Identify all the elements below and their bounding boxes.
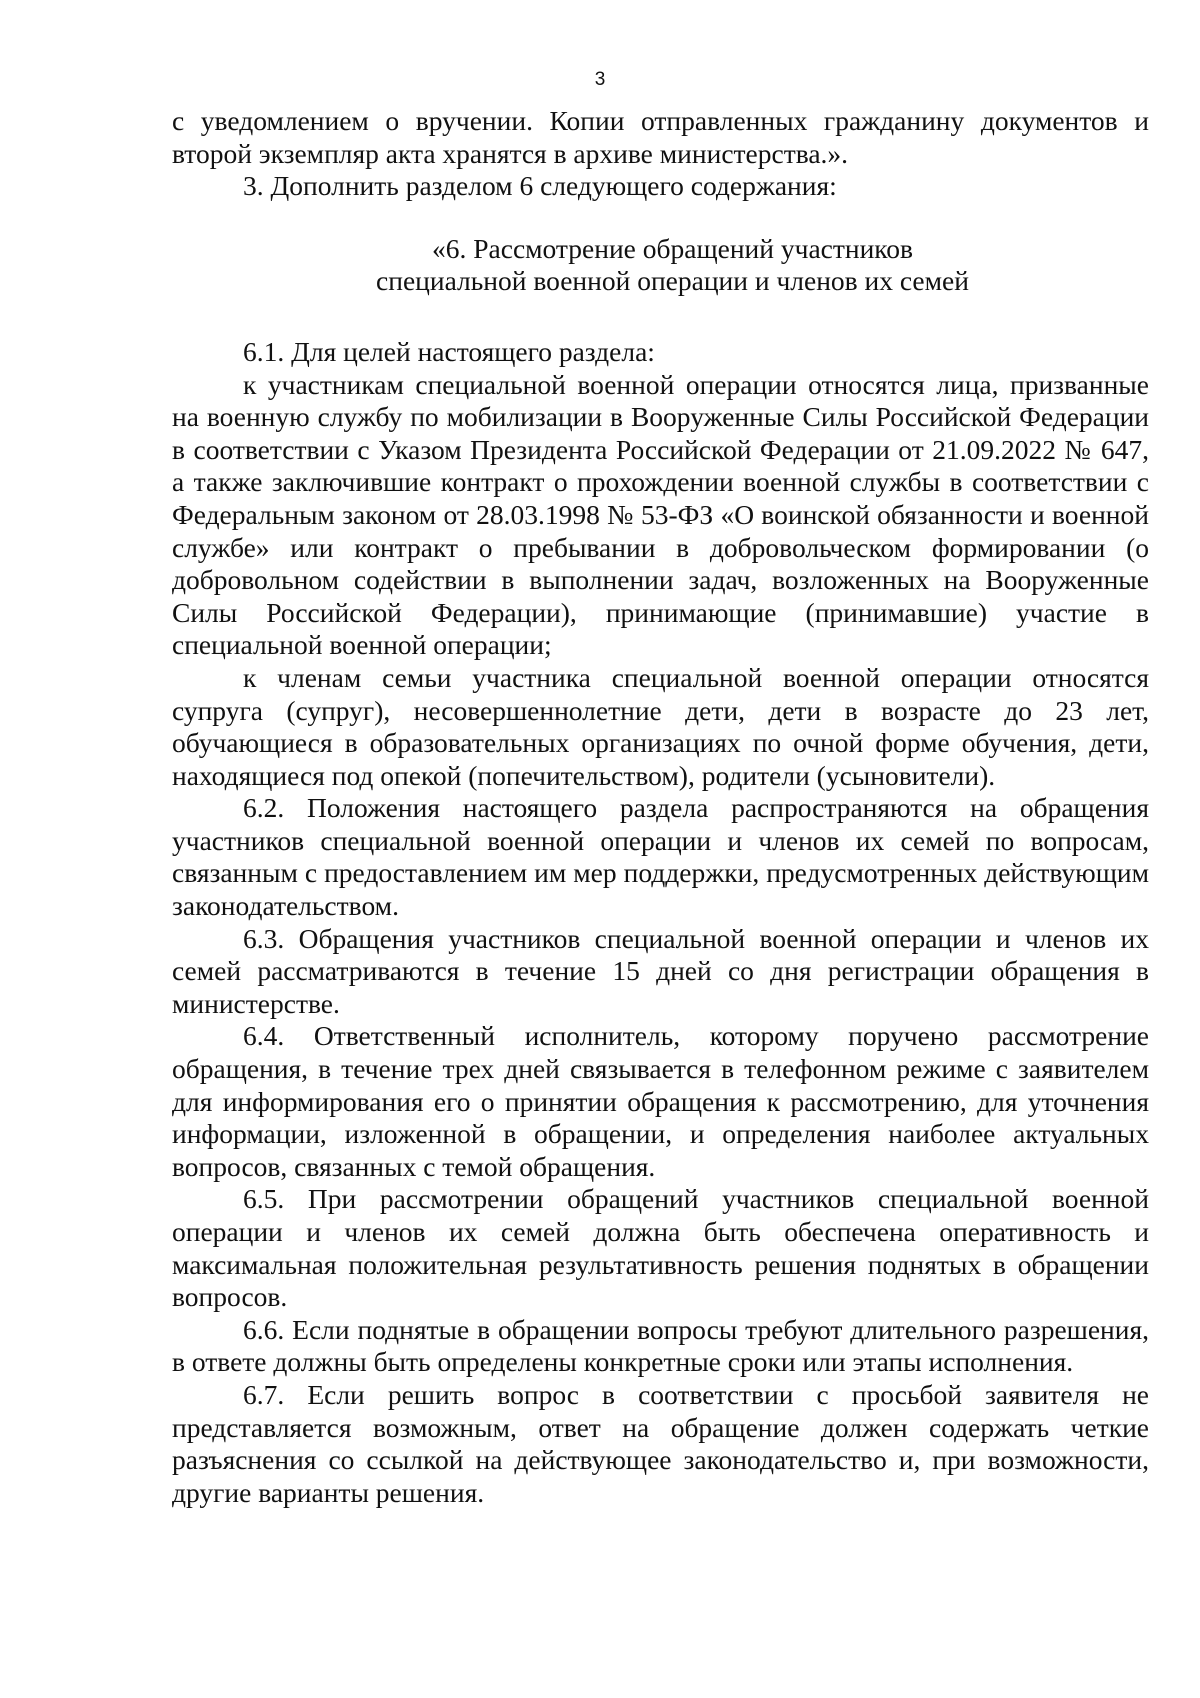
- paragraph-6-3: 6.3. Обращения участников специальной военной операции и членов их семей рассматриваются в течение 15 дней со дня регистрации обращения в министерстве.: [172, 922, 1149, 1019]
- section-heading-line-2: специальной военной операции и членов их семей: [376, 265, 969, 297]
- paragraph-6-1-family-members: к членам семьи участника специальной военной операции относятся супруга (супруг), несовершеннолетние дети, дети в возрасте до 23 лет, обучающиеся в образовательных организациях по очной форме обучения, дети, находящиеся под опекой (попечительством), родители (усыновители).: [172, 661, 1149, 791]
- paragraph-6-5: 6.5. При рассмотрении обращений участников специальной военной операции и членов их семей должна быть обеспечена оперативность и максимальная положительная результативность решения поднятых в обращении вопросов.: [172, 1183, 1149, 1313]
- paragraph-6-2: 6.2. Положения настоящего раздела распространяются на обращения участников специальной военной операции и членов их семей по вопросам, связанным с предоставлением им мер поддержки, предусмотренных действующим законодательством.: [172, 792, 1149, 922]
- paragraph-6-1-participants: к участникам специальной военной операции относятся лица, призванные на военную службу по мобилизации в Вооруженные Силы Российской Федерации в соответствии с Указом Президента Российской Федерации от 21.09.2022 № 647, а также заключившие контракт о прохождении военной службы в соответствии с Федеральным законом от 28.03.1998 № 53-ФЗ «О воинской обязанности и военной службе» или контракт о пребывании в добровольческом формировании (о добровольном содействии в выполнении задач, возложенных на Вооруженные Силы Российской Федерации), принимающие (принимавшие) участие в специальной военной операции;: [172, 368, 1149, 661]
- paragraph-6-1: 6.1. Для целей настоящего раздела:: [243, 335, 655, 367]
- paragraph-6-7: 6.7. Если решить вопрос в соответствии с просьбой заявителя не представляется возможным, ответ на обращение должен содержать четкие разъяснения со ссылкой на действующее законодательство и, при возможности, другие варианты решения.: [172, 1378, 1149, 1508]
- paragraph-6-4: 6.4. Ответственный исполнитель, которому поручено рассмотрение обращения, в течение трех дней связывается в телефонном режиме с заявителем для информирования его о принятии обращения к рассмотрению, для уточнения информации, изложенной в обращении, и определения наиболее актуальных вопросов, связанных с темой обращения.: [172, 1020, 1149, 1182]
- paragraph-6-6: 6.6. Если поднятые в обращении вопросы требуют длительного разрешения, в ответе должны быть определены конкретные сроки или этапы исполнения.: [172, 1313, 1149, 1378]
- section-6-heading: [172, 233, 1149, 298]
- section-heading-line-1: «6. Рассмотрение обращений участников: [431, 232, 914, 264]
- document-body: [172, 105, 1149, 1509]
- page-number: 3: [594, 69, 606, 90]
- paragraph-amendment-3: 3. Дополнить разделом 6 следующего содержания:: [243, 170, 837, 202]
- paragraph-continuation: с уведомлением о вручении. Копии отправленных гражданину документов и второй экземпляр акта хранятся в архиве министерства.».: [172, 105, 1149, 169]
